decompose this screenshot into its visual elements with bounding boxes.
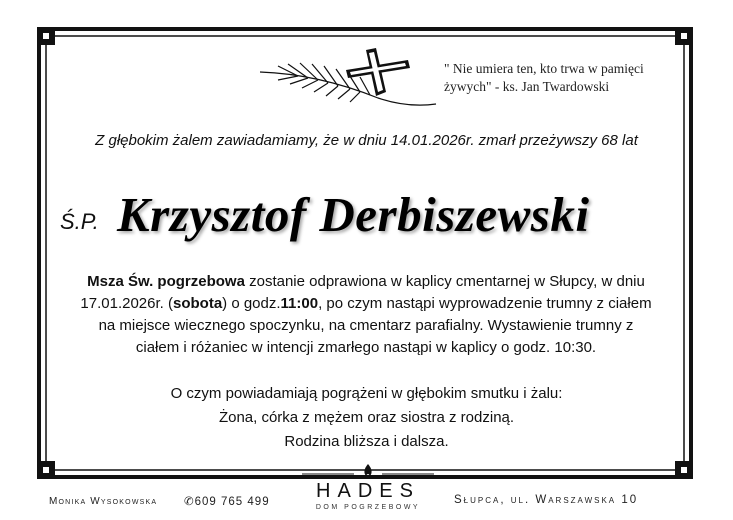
footer-person: Monika Wysokowska [49,496,158,507]
mass-line-4: ciałem i różaniec w intencji zmarłego nastąpi w kaplicy o godz. 10:30. [135,339,597,356]
closing-line-1: O czym powiadamiają pogrążeni w głębokim smutku i żalu: [170,385,563,402]
closing-line-3: Rodzina bliższa i dalsza. [284,433,449,450]
mass-text-4: , po czym nastąpi wyprowadzenie trumny z ciałem [318,295,652,312]
cross-with-palm-icon [258,46,440,118]
name-row [60,186,700,256]
mass-info [60,271,672,359]
footer-phone: ✆609 765 499 [184,496,270,508]
logo-name: HADES [316,480,420,502]
quote-line-1: " Nie umiera ten, kto trwa w pamięci [444,61,644,76]
logo-subtitle: DOM POGRZEBOWY [315,504,421,511]
sp-prefix: Ś.P. [60,209,99,234]
mass-text-3: ) o godz. [222,295,281,312]
mass-line-2 [60,293,672,315]
mass-bold-2: sobota [173,295,223,312]
quote-line-2: żywych" - ks. Jan Twardowski [444,79,610,94]
mass-line-1 [60,271,672,293]
mass-bold-1: Msza Św. pogrzebowa [87,273,245,290]
mass-bold-3: 11:00 [280,295,319,312]
hades-logo [298,462,438,520]
intro-text: Z głębokim żalem zawiadamiamy, że w dniu 14.01.2026r. zmarł przeżywszy 68 lat [95,132,638,149]
footer-address: Słupca, ul. Warszawska 10 [454,494,639,506]
deceased-name: Krzysztof Derbiszewski [117,187,590,242]
mass-text-1: zostanie odprawiona w kaplicy cmentarnej w Słupcy, w dniu [244,273,645,290]
mass-text-2: 17.01.2026r. ( [80,295,173,312]
flame-icon [364,464,371,476]
quote [444,60,684,96]
closing-text [0,382,733,454]
mass-line-3: na miejsce wiecznego spoczynku, na cmentarz parafialny. Wystawienie trumny z [98,317,634,334]
closing-line-2: Żona, córka z mężem oraz siostra z rodziną. [218,409,515,426]
